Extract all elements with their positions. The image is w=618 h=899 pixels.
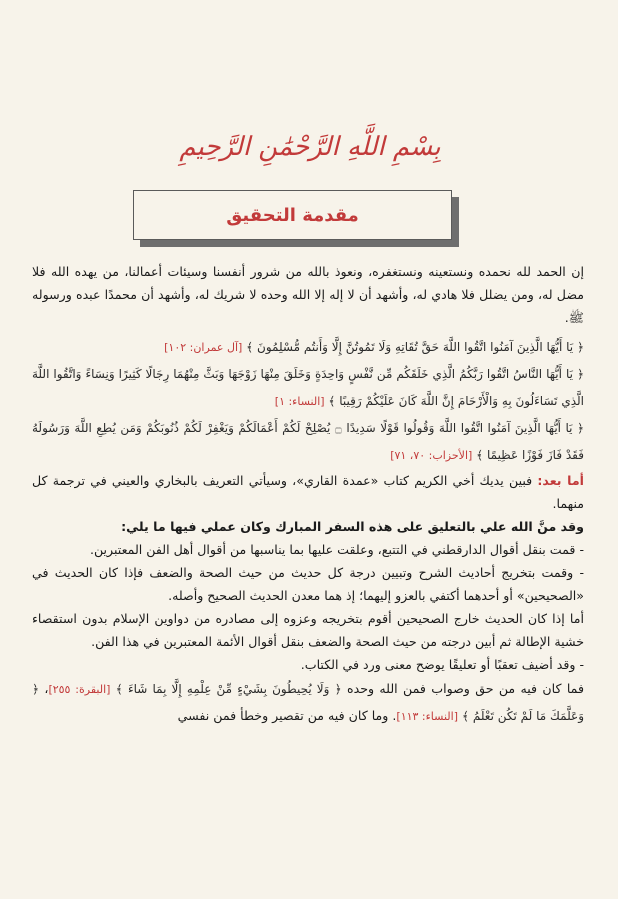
- work-item: - وقمت بتخريج أحاديث الشرح وتبيين درجة كل حديث من حيث الصحة والضعف فإذا كان الحديث في «الصحيحين» أو أحدهما أكتفي بالعزو إليهما؛ إذ هما معدن الحديث الصحيح وأصله.: [32, 565, 584, 603]
- verse-reference: [البقرة: ٢٥٥]: [48, 683, 111, 696]
- closing-paragraph: فما كان فيه من حق وصواب فمن الله وحده ﴿ وَلَا يُحِيطُونَ بِشَيْءٍ مِّنْ عِلْمِهِ إِلَّا بِمَا شَاءَ ﴾ [البقرة: ٢٥٥]، ﴿ وَعَلَّمَكَ مَا لَمْ تَكُن تَعْلَمُ ﴾ [النساء: ١١٣]. وما كان فيه من تقصير وخطأ فمن نفسي: [32, 681, 584, 723]
- verse-reference: [النساء: ١]: [274, 395, 325, 408]
- verse-paragraph: [32, 415, 584, 469]
- amma-text: فبين يديك أخي الكريم كتاب «عمدة القاري»، وسيأتي التعريف بالبخاري والعيني في ترجمة كل منهما.: [32, 473, 584, 511]
- verse-paragraph: [32, 334, 584, 361]
- work-item: أما إذا كان الحديث خارج الصحيحين أقوم بتخريجه وعزوه إلى مصادره من دواوين الإسلام بدون استقصاء خشية الإطالة ثم أبين درجته من حيث الصحة والضعف بنقل أقوال الأئمة المعتبرين في هذا الفن.: [32, 611, 584, 649]
- body-text: [32, 260, 584, 890]
- amma-label: أما بعد:: [537, 473, 584, 488]
- work-item: - قمت بنقل أقوال الدارقطني في التتبع، وعلقت عليها بما يناسبها من أقوال أهل الفن المعتبرين.: [89, 542, 584, 557]
- verse-text: ﴿ يَا أَيُّهَا الَّذِينَ آمَنُوا اتَّقُوا اللَّهَ وَقُولُوا قَوْلًا سَدِيدًا ۝ يُصْلِحْ لَكُمْ أَعْمَالَكُمْ وَيَغْفِرْ لَكُمْ ذُنُوبَكُمْ وَمَن يُطِعِ اللَّهَ وَرَسُولَهُ فَقَدْ فَازَ فَوْزًا عَظِيمًا ﴾: [32, 421, 584, 462]
- verse-text: ﴿ وَلَا يُحِيطُونَ بِشَيْءٍ مِّنْ عِلْمِهِ إِلَّا بِمَا شَاءَ ﴾: [115, 682, 342, 696]
- work-item: - وقد أضيف تعقبًا أو تعليقًا يوضح معنى ورد في الكتاب.: [300, 657, 584, 672]
- section-title-box: [133, 190, 452, 240]
- verse-paragraph: [32, 361, 584, 415]
- verse-text: ﴿ وَعَلَّمَكَ مَا لَمْ تَكُن تَعْلَمُ ﴾: [32, 682, 584, 723]
- amma-paragraph: [32, 469, 584, 515]
- verse-text: ﴿ يَا أَيُّهَا الَّذِينَ آمَنُوا اتَّقُوا اللَّهَ حَقَّ تُقَاتِهِ وَلَا تَمُوتُنَّ إِلَّا وَأَنتُم مُّسْلِمُونَ ﴾: [246, 340, 584, 354]
- section-title: مقدمة التحقيق: [226, 204, 359, 226]
- intro-paragraph: إن الحمد لله نحمده ونستعينه ونستغفره، ونعوذ بالله من شرور أنفسنا وسيئات أعمالنا، من يهده الله فلا مضل له، ومن يضلل فلا هادي له، وأشهد أن لا إله إلا الله وحده لا شريك له، وأشهد أن محمدًا عبده ورسوله ﷺ.: [32, 264, 584, 325]
- verse-reference: [آل عمران: ١٠٢]: [164, 341, 243, 354]
- work-heading: وقد منَّ الله علي بالتعليق على هذه السفر المبارك وكان عملي فيها ما يلي:: [121, 519, 584, 534]
- basmala-calligraphy: بِسْمِ اللَّهِ الرَّحْمَٰنِ الرَّحِيمِ: [179, 132, 441, 162]
- closing-text: فما كان فيه من حق وصواب فمن الله وحده: [346, 681, 584, 696]
- closing-text: وما كان فيه من تقصير وخطأ فمن نفسي: [177, 708, 389, 723]
- verse-text: ﴿ يَا أَيُّهَا النَّاسُ اتَّقُوا رَبَّكُمُ الَّذِي خَلَقَكُم مِّن نَّفْسٍ وَاحِدَةٍ وَخَلَقَ مِنْهَا زَوْجَهَا وَبَثَّ مِنْهُمَا رِجَالًا كَثِيرًا وَنِسَاءً وَاتَّقُوا اللَّهَ الَّذِي تَسَاءَلُونَ بِهِ وَالْأَرْحَامَ إِنَّ اللَّهَ كَانَ عَلَيْكُمْ رَقِيبًا ﴾: [32, 367, 584, 408]
- verse-reference: [النساء: ١١٣]: [396, 710, 458, 723]
- verse-reference: [الأحزاب: ٧٠، ٧١]: [390, 449, 473, 462]
